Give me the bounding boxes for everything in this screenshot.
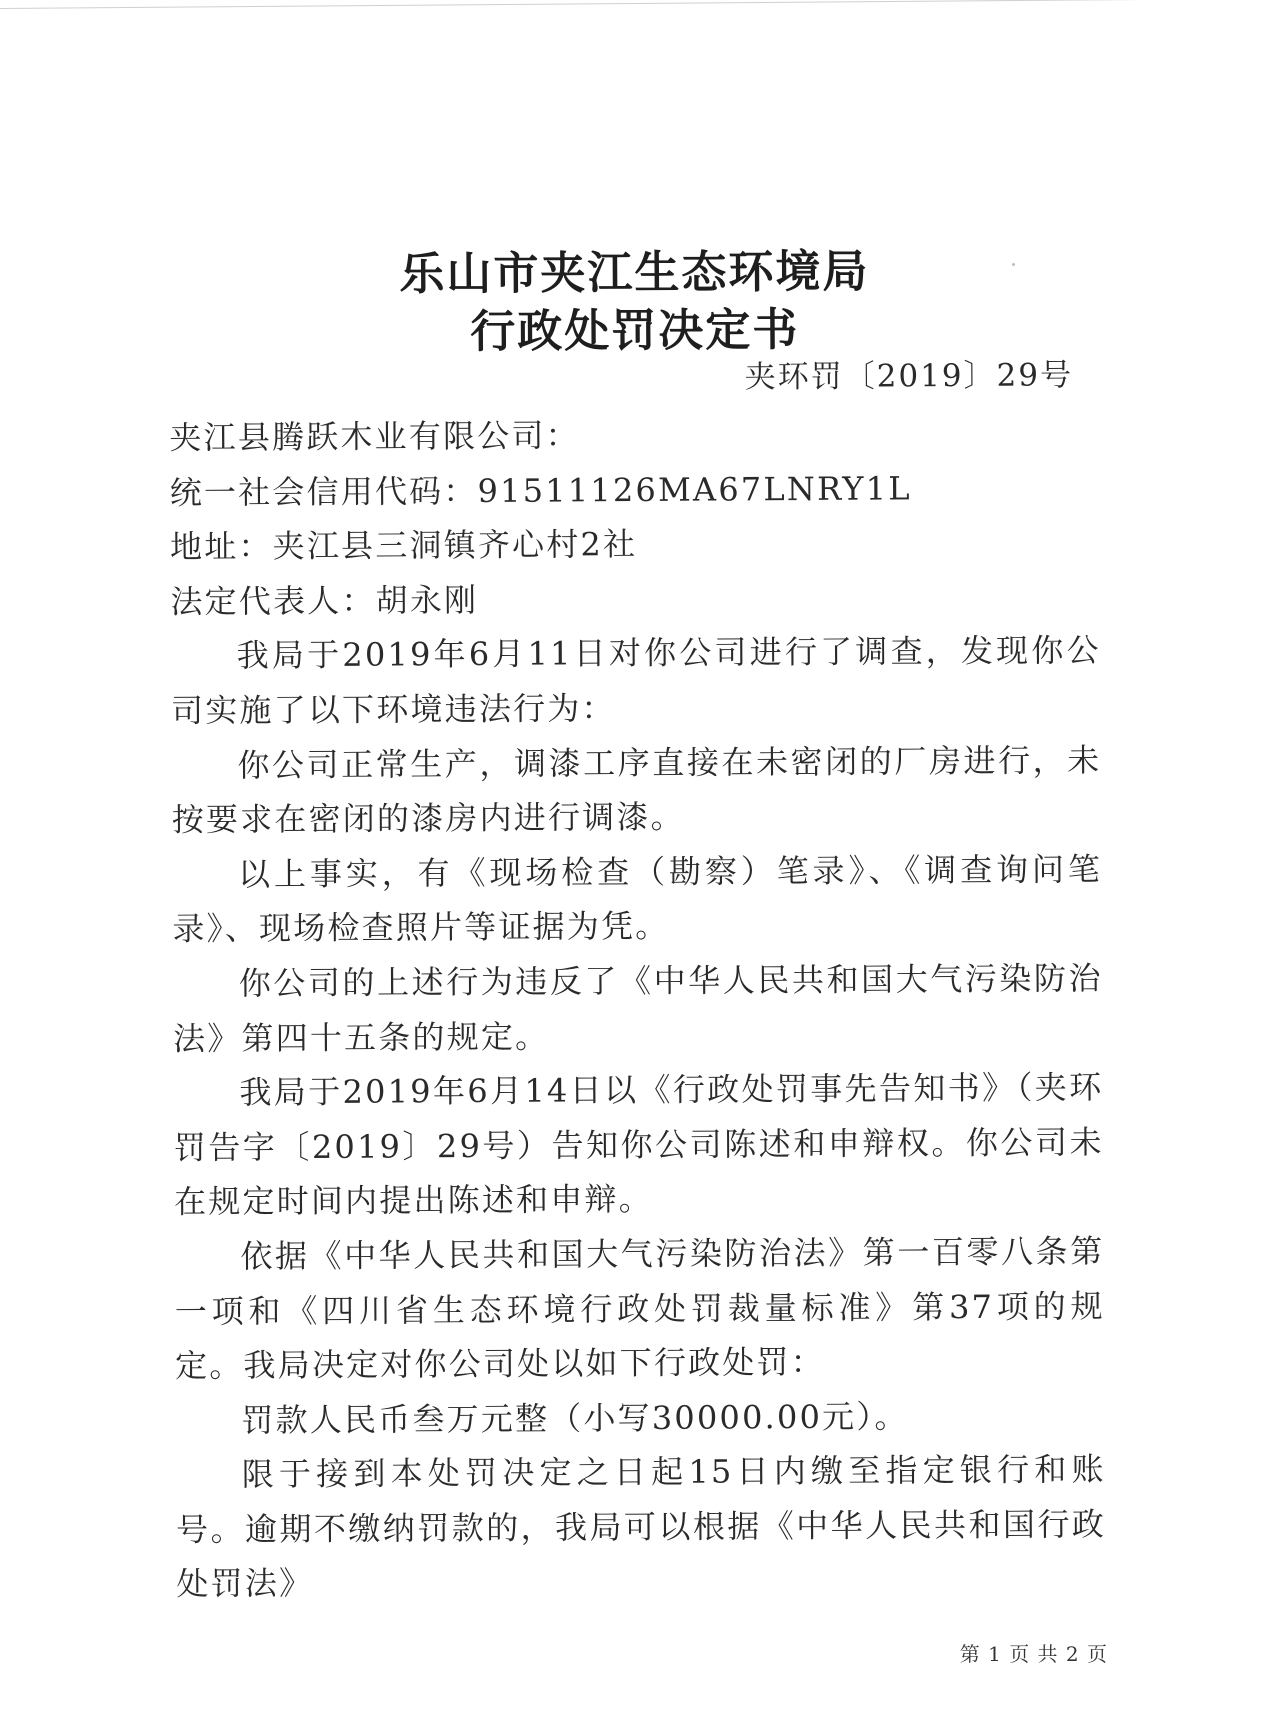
credit-code: 统一社会信用代码：91511126MA67LNRY1L (169, 468, 912, 512)
paragraph-prior-notice: 我局于2019年6月14日以《行政处罚事先告知书》（夹环罚告字〔2019〕29号）告知你公司陈述和申辩权。你公司未在规定时间内提出陈述和申辩。 (173, 1068, 1104, 1222)
party-name: 夹江县腾跃木业有限公司： (169, 416, 580, 457)
paragraph-evidence: 以上事实，有《现场检查（勘察）笔录》、《调查询问笔录》、现场检查照片等证据为凭。 (172, 849, 1103, 949)
page-number: 第 1 页 共 2 页 (959, 1642, 1108, 1666)
paragraph-penalty: 罚款人民币叁万元整（小写30000.00元）。 (241, 1397, 909, 1440)
paragraph-violation-detail: 你公司正常生产，调漆工序直接在未密闭的厂房进行，未按要求在密闭的漆房内进行调漆。 (171, 740, 1102, 840)
paragraph-law-violated: 你公司的上述行为违反了《中华人民共和国大气污染防治法》第四十五条的规定。 (172, 959, 1103, 1058)
legal-representative: 法定代表人：胡永刚 (170, 580, 479, 621)
document-body (169, 405, 1106, 1612)
paragraph-investigation: 我局于2019年6月11日对你公司进行了调查，发现你公司实施了以下环境违法行为： (170, 631, 1101, 730)
agency-title: 乐山市夹江生态环境局 (399, 244, 870, 301)
paragraph-legal-basis: 依据《中华人民共和国大气污染防治法》第一百零八条第一项和《四川省生态环境行政处罚裁量标准》第37项的规定。我局决定对你公司处以如下行政处罚： (174, 1232, 1105, 1385)
document-number: 夹环罚〔2019〕29号 (744, 357, 1074, 396)
paragraph-payment-deadline: 限于接到本处罚决定之日起15日内缴至指定银行和账号。逾期不缴纳罚款的，我局可以根据《中华人民共和国行政处罚法》 (175, 1450, 1107, 1604)
document-title: 行政处罚决定书 (470, 303, 800, 359)
party-address: 地址：夹江县三洞镇齐心村2社 (169, 525, 638, 567)
